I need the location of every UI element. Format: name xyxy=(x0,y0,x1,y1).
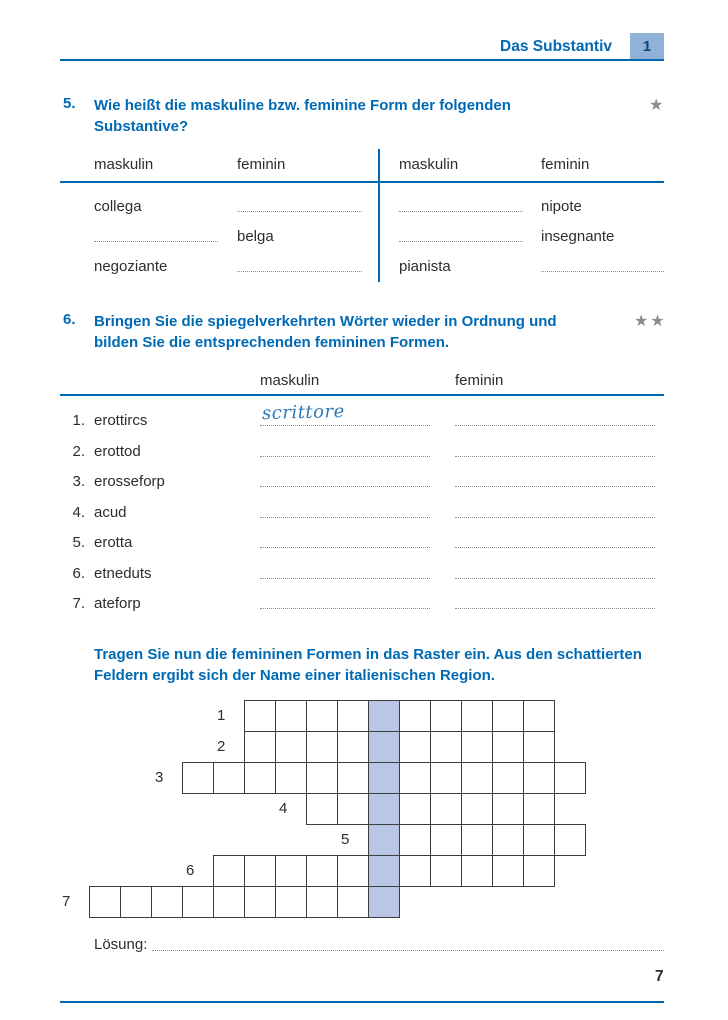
header-title: Das Substantiv xyxy=(500,38,612,55)
exercise6-item-number: 5. xyxy=(72,534,85,551)
grid-cell xyxy=(244,855,276,887)
exercise6-maskulin-blank xyxy=(260,593,430,609)
exercise6-feminin-blank xyxy=(455,563,655,579)
grid-cell-shaded xyxy=(368,762,400,794)
grid-row-number: 1 xyxy=(217,707,226,724)
grid-cell xyxy=(182,886,214,918)
exercise5-answer-blank xyxy=(541,256,664,272)
exercise6-item-number: 2. xyxy=(72,443,85,460)
page-number: 7 xyxy=(655,968,664,985)
grid-cell xyxy=(337,855,369,887)
grid-cell xyxy=(430,855,462,887)
solution-answer-blank xyxy=(152,937,664,951)
exercise6-scrambled-word: acud xyxy=(94,504,127,521)
grid-cell xyxy=(306,886,338,918)
exercise6-scrambled-word: erosseforp xyxy=(94,473,165,490)
grid-cell-shaded xyxy=(368,855,400,887)
handwritten-answer: scrittore xyxy=(261,400,346,425)
exercise6-feminin-blank xyxy=(455,410,655,426)
grid-cell xyxy=(337,700,369,732)
exercise6-difficulty-stars: ★★ xyxy=(634,313,667,330)
exercise5-number: 5. xyxy=(63,95,76,112)
grid-cell xyxy=(399,793,431,825)
exercise5-answer-blank xyxy=(237,196,362,212)
grid-cell xyxy=(492,762,524,794)
grid-cell xyxy=(244,731,276,763)
grid-cell xyxy=(213,855,245,887)
column-header-feminin-right: feminin xyxy=(541,156,590,173)
exercise6-item-number: 3. xyxy=(72,473,85,490)
chapter-badge: 1 xyxy=(630,33,664,59)
exercise6-scrambled-word: ateforp xyxy=(94,595,141,612)
grid-cell xyxy=(523,793,555,825)
exercise5-table-rule xyxy=(60,181,664,183)
grid-cell xyxy=(306,762,338,794)
exercise5-word: collega xyxy=(94,198,142,215)
grid-cell xyxy=(430,700,462,732)
exercise6-scrambled-word: etneduts xyxy=(94,565,152,582)
exercise5-answer-blank xyxy=(399,226,523,242)
grid-cell xyxy=(399,731,431,763)
exercise5-answer-blank xyxy=(94,226,218,242)
exercise6-feminin-blank xyxy=(455,532,655,548)
exercise6-maskulin-blank xyxy=(260,471,430,487)
grid-cell xyxy=(244,886,276,918)
exercise6-grid-instruction: Tragen Sie nun die femininen Formen in das Raster ein. Aus den schattierten Feldern ergibt sich der Name einer italienischen Region. xyxy=(94,646,642,684)
grid-row-number: 6 xyxy=(186,862,195,879)
grid-cell-shaded xyxy=(368,731,400,763)
exercise5-word: nipote xyxy=(541,198,582,215)
grid-cell xyxy=(213,886,245,918)
exercise6-maskulin-blank xyxy=(260,502,430,518)
grid-row-number: 3 xyxy=(155,769,164,786)
exercise5-word: pianista xyxy=(399,258,451,275)
exercise6-feminin-blank xyxy=(455,502,655,518)
exercise6-item-number: 1. xyxy=(72,412,85,429)
grid-cell-shaded xyxy=(368,793,400,825)
grid-cell xyxy=(337,793,369,825)
exercise6-number: 6. xyxy=(63,311,76,328)
grid-cell xyxy=(492,855,524,887)
grid-cell xyxy=(306,700,338,732)
grid-cell xyxy=(430,824,462,856)
header-rule xyxy=(60,59,664,61)
grid-cell xyxy=(554,762,586,794)
grid-cell xyxy=(213,762,245,794)
exercise6-item-number: 4. xyxy=(72,504,85,521)
exercise6-title: Bringen Sie die spiegelverkehrten Wörter wieder in Ordnung und bilden Sie die entsprechenden femininen Formen. xyxy=(94,313,557,351)
exercise6-column-header-feminin: feminin xyxy=(455,372,504,389)
exercise6-column-header-maskulin: maskulin xyxy=(260,372,320,389)
grid-cell xyxy=(430,793,462,825)
grid-row-number: 4 xyxy=(279,800,288,817)
exercise6-item-number: 6. xyxy=(72,565,85,582)
grid-cell-shaded xyxy=(368,886,400,918)
grid-cell xyxy=(275,700,307,732)
exercise5-answer-blank xyxy=(237,256,362,272)
column-header-maskulin-right: maskulin xyxy=(399,156,459,173)
grid-cell xyxy=(337,762,369,794)
grid-cell xyxy=(399,855,431,887)
grid-cell xyxy=(151,886,183,918)
grid-cell xyxy=(399,824,431,856)
grid-cell xyxy=(244,700,276,732)
grid-cell xyxy=(337,731,369,763)
grid-cell xyxy=(275,855,307,887)
grid-cell xyxy=(461,824,493,856)
exercise5-column-divider xyxy=(378,149,380,282)
solution-label: Lösung: xyxy=(94,936,148,953)
grid-cell xyxy=(523,855,555,887)
grid-cell xyxy=(182,762,214,794)
exercise6-maskulin-blank xyxy=(260,563,430,579)
column-header-maskulin-left: maskulin xyxy=(94,156,154,173)
grid-cell xyxy=(461,731,493,763)
exercise5-answer-blank xyxy=(399,196,523,212)
grid-cell xyxy=(399,762,431,794)
grid-cell xyxy=(430,731,462,763)
exercise6-maskulin-blank xyxy=(260,441,430,457)
footer-rule xyxy=(60,1001,664,1003)
grid-cell xyxy=(461,700,493,732)
exercise6-scrambled-word: erottod xyxy=(94,443,141,460)
grid-cell xyxy=(461,855,493,887)
exercise6-scrambled-word: erotta xyxy=(94,534,133,551)
exercise5-difficulty-stars: ★ xyxy=(649,97,666,114)
grid-cell-shaded xyxy=(368,700,400,732)
grid-cell xyxy=(492,824,524,856)
grid-cell xyxy=(523,762,555,794)
grid-cell-shaded xyxy=(368,824,400,856)
exercise6-feminin-blank xyxy=(455,593,655,609)
exercise6-item-number: 7. xyxy=(72,595,85,612)
exercise6-maskulin-blank xyxy=(260,532,430,548)
grid-cell xyxy=(492,700,524,732)
exercise5-word: belga xyxy=(237,228,274,245)
exercise6-scrambled-word: erottircs xyxy=(94,412,148,429)
column-header-feminin-left: feminin xyxy=(237,156,286,173)
grid-cell xyxy=(89,886,121,918)
grid-cell xyxy=(461,762,493,794)
grid-cell xyxy=(120,886,152,918)
grid-cell xyxy=(337,886,369,918)
exercise5-word: insegnante xyxy=(541,228,615,245)
grid-row-number: 2 xyxy=(217,738,226,755)
grid-cell xyxy=(461,793,493,825)
exercise6-feminin-blank xyxy=(455,471,655,487)
grid-cell xyxy=(523,731,555,763)
exercise6-feminin-blank xyxy=(455,441,655,457)
exercise5-title: Wie heißt die maskuline bzw. feminine Form der folgenden Substantive? xyxy=(94,97,511,135)
grid-row-number: 5 xyxy=(341,831,350,848)
grid-cell xyxy=(244,762,276,794)
grid-cell xyxy=(523,700,555,732)
grid-cell xyxy=(492,793,524,825)
grid-cell xyxy=(306,855,338,887)
grid-cell xyxy=(430,762,462,794)
grid-cell xyxy=(554,824,586,856)
exercise6-table-rule xyxy=(60,394,664,396)
grid-cell xyxy=(523,824,555,856)
grid-cell xyxy=(275,731,307,763)
grid-cell xyxy=(492,731,524,763)
grid-cell xyxy=(275,762,307,794)
grid-cell xyxy=(275,886,307,918)
grid-row-number: 7 xyxy=(62,893,71,910)
grid-cell xyxy=(306,793,338,825)
grid-cell xyxy=(399,700,431,732)
exercise5-word: negoziante xyxy=(94,258,168,275)
grid-cell xyxy=(306,731,338,763)
